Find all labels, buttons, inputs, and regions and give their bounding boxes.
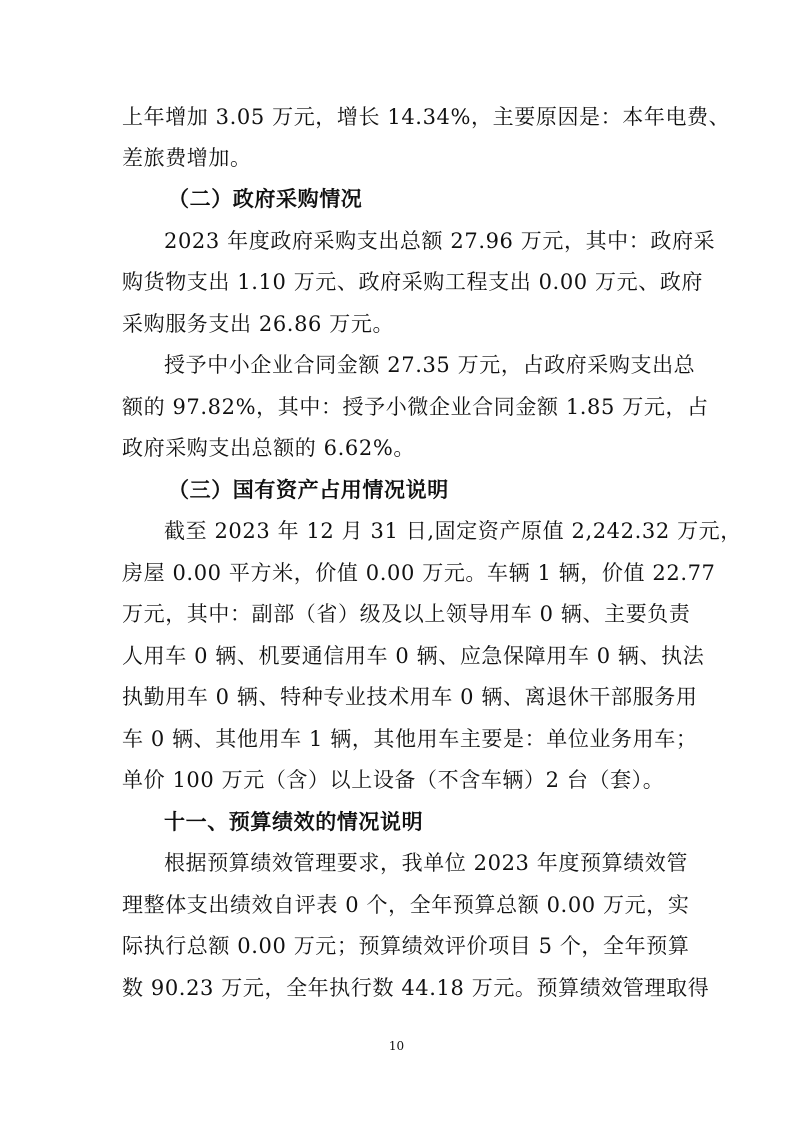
paragraph-line: 购货物支出 1.10 万元、政府采购工程支出 0.00 万元、政府 (122, 270, 704, 294)
paragraph-line: 单价 100 万元（含）以上设备（不含车辆）2 台（套）。 (122, 768, 665, 792)
paragraph-line: 根据预算绩效管理要求，我单位 2023 年度预算绩效管 (164, 851, 688, 875)
paragraph-line: 人用车 0 辆、机要通信用车 0 辆、应急保障用车 0 辆、执法 (122, 644, 705, 668)
paragraph-line: 授予中小企业合同金额 27.35 万元，占政府采购支出总 (164, 353, 696, 377)
paragraph-line: 理整体支出绩效自评表 0 个，全年预算总额 0.00 万元，实 (122, 893, 690, 917)
paragraph-line: 上年增加 3.05 万元，增长 14.34%，主要原因是：本年电费、 (122, 105, 731, 129)
paragraph-line: 政府采购支出总额的 6.62%。 (122, 436, 415, 460)
paragraph-line: 2023 年度政府采购支出总额 27.96 万元，其中：政府采 (164, 229, 716, 253)
paragraph-line: 额的 97.82%，其中：授予小微企业合同金额 1.85 万元，占 (122, 395, 709, 419)
section-heading-procurement: （二）政府采购情况 (168, 187, 363, 211)
paragraph-line: 车 0 辆、其他用车 1 辆，其他用车主要是：单位业务用车； (122, 727, 698, 751)
section-heading-performance: 十一、预算绩效的情况说明 (164, 810, 424, 834)
paragraph-line: 数 90.23 万元，全年执行数 44.18 万元。预算绩效管理取得 (122, 976, 710, 1000)
paragraph-line: 执勤用车 0 辆、特种专业技术用车 0 辆、离退休干部服务用 (122, 685, 698, 709)
paragraph-line: 际执行总额 0.00 万元；预算绩效评价项目 5 个，全年预算 (122, 934, 690, 958)
page-number: 10 (388, 1039, 405, 1053)
paragraph-line: 截至 2023 年 12 月 31 日,固定资产原值 2,242.32 万元， (164, 519, 742, 543)
paragraph-line: 房屋 0.00 平方米，价值 0.00 万元。车辆 1 辆，价值 22.77 (122, 561, 716, 585)
paragraph-line: 万元，其中：副部（省）级及以上领导用车 0 辆、主要负责 (122, 602, 691, 626)
section-heading-assets: （三）国有资产占用情况说明 (168, 478, 449, 502)
paragraph-line: 差旅费增加。 (122, 146, 252, 170)
paragraph-line: 采购服务支出 26.86 万元。 (122, 312, 395, 336)
